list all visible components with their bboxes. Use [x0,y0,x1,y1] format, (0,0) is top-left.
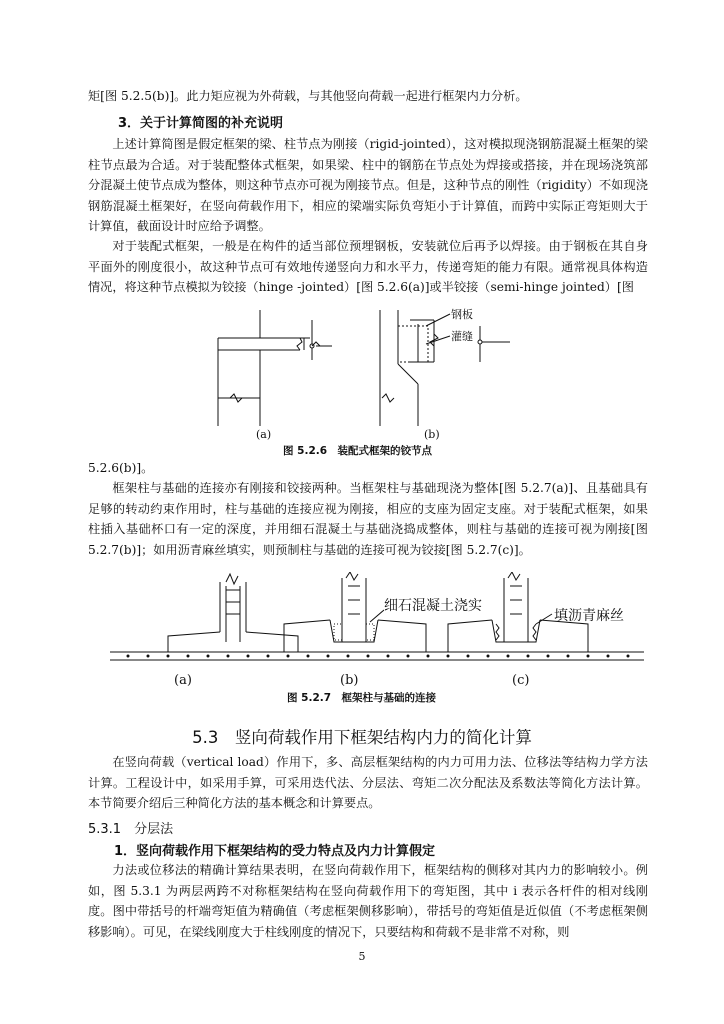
fig-5-2-7a-drawing [168,574,298,652]
paragraph-continuation: 矩[图 5.2.5(b)]。此力矩应视为外荷载，与其他竖向荷载一起进行框架内力分析。 [88,89,528,103]
heading-vertical-load-assumptions: 1．竖向荷载作用下框架结构的受力特点及内力计算假定 [114,844,436,859]
fig-5-2-6-sub-b: (b) [424,428,440,441]
fig-5-2-7-sub-c: (c) [512,673,530,688]
paragraph-column-foundation: 框架柱与基础的连接亦有刚接和铰接两种。当框架柱与基础现浇为整体[图 5.2.7(a)]、且基础具有足够的转动约束作用时，柱与基础的连接应视为刚接，相应的支座为固定支座。对于装配式框架，如果柱插入基础杯口有一定的深度，并用细石混凝土与基础浇捣成整体，则柱与基础的连接可视为刚接[图 5.2.7(b)]；如用沥青麻丝填实，则预制柱与基础的连接可视为铰接[图 5.2.7(c)]。 [88,481,648,557]
heading-calc-diagram-notes: 3．关于计算简图的补充说明 [118,116,284,131]
figure-5-2-7-caption: 图 5.2.7 框架柱与基础的连接 [287,692,437,704]
subsection-title-5-3-1: 5.3.1 分层法 [88,822,174,837]
paragraph-vertical-load: 在竖向荷载（vertical load）作用下，多、高层框架结构的内力可用力法、位移法等结构力学方法计算。工程设计中，如采用手算，可采用迭代法、分层法、弯矩二次分配法及系数法等简化方法计算。本节简要介绍后三种简化方法的基本概念和计算要点。 [88,755,648,811]
label-asphalt-hemp: 填沥青麻丝 [554,608,624,624]
paragraph-fig-ref: 5.2.6(b)]。 [88,461,154,475]
figure-5-2-6 [200,298,520,448]
page-number: 5 [358,950,366,963]
paragraph-hinge-joint: 对于装配式框架，一般是在构件的适当部位预埋钢板，安装就位后再予以焊接。由于钢板在其自身平面外的刚度很小，故这种节点可有效地传递竖向力和水平力，传递弯矩的能力有限。通常视具体构造情况，将这种节点模拟为铰接（hinge -jointed）[图 5.2.6(a)]或半铰接（semi-hinge jointed）[图 [88,239,648,295]
fig-5-2-6-sub-a: (a) [256,428,272,441]
fig-5-2-6a-drawing [218,310,332,426]
figure-5-2-7 [108,572,648,690]
label-steel-plate: 钢板 [451,308,473,321]
foundation-rebar-dots [127,655,630,658]
paragraph-force-method: 力法或位移法的精确计算结果表明，在竖向荷载作用下，框架结构的侧移对其内力的影响较小。例如，图 5.3.1 为两层两跨不对称框架结构在竖向荷载作用下的弯矩图，其中 i 表示各杆件的相对线刚度。图中带括号的杆端弯矩值为精确值（考虑框架侧移影响），带括号的弯矩值是近似值（不考虑框架侧移影响）。可见，在梁线刚度大于柱线刚度的情况下，只要结构和荷载不是非常不对称，则 [88,863,648,939]
label-fine-aggregate-concrete: 细石混凝土浇实 [384,598,482,614]
fig-5-2-6b-drawing [380,310,510,426]
fig-5-2-7-sub-a: (a) [174,673,192,688]
section-title-5-3: 5.3 竖向荷载作用下框架结构内力的简化计算 [192,728,532,747]
figure-5-2-6-caption: 图 5.2.6 装配式框架的铰节点 [283,445,433,457]
fig-5-2-7-sub-b: (b) [340,673,359,688]
paragraph-rigid-joint: 上述计算简图是假定框架的梁、柱节点为刚接（rigid-jointed），这对模拟现浇钢筋混凝土框架的梁柱节点最为合适。对于装配整体式框架，如果梁、柱中的钢筋在节点处为焊接或搭接，并在现场浇筑部分混凝土使节点成为整体，则这种节点亦可视为刚接节点。但是，这种节点的刚性（rigidity）不如现浇钢筋混凝土框架好，在竖向荷载作用下，相应的梁端实际负弯矩小于计算值，而跨中实际正弯矩则大于计算值，截面设计时应给予调整。 [88,137,648,234]
label-grout-joint: 灌缝 [451,330,473,343]
